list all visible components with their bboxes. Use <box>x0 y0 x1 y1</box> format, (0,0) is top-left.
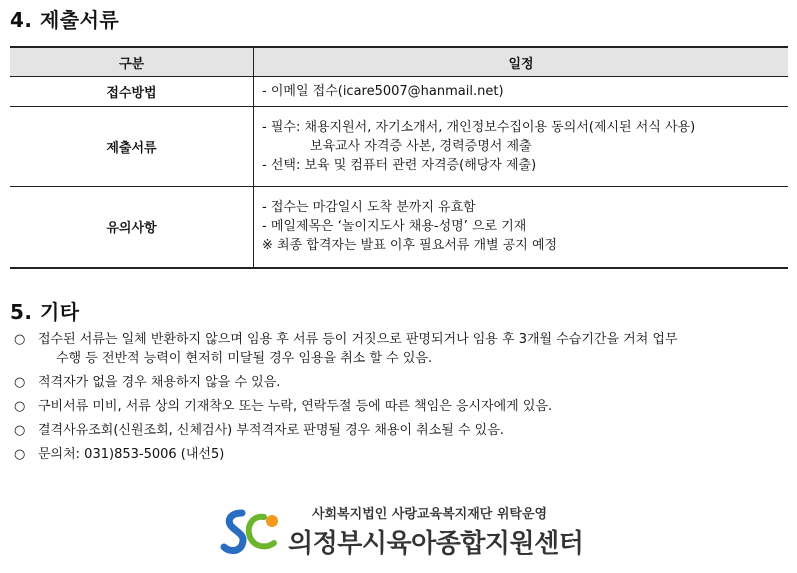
list-item-text: 접수된 서류는 일체 반환하지 않으며 임용 후 서류 등이 거짓으로 판명되거나 임용 후 3개월 수습기간을 거쳐 업무 <box>38 332 678 347</box>
row-content <box>254 107 789 187</box>
logo-subtitle: 사회복지법인 사랑교육복지재단 위탁운영 <box>312 507 548 522</box>
list-item <box>14 373 792 392</box>
row-line: ※ 최종 합격자는 발표 이후 필요서류 개별 공지 예정 <box>262 238 558 254</box>
list-item-text: 결격사유조회(신원조회, 신체검사) 부적격자로 판명될 경우 채용이 취소될 수 있음. <box>38 423 504 438</box>
section-4-title: 4. 제출서류 <box>10 8 120 32</box>
row-category-documents: 제출서류 <box>10 107 254 187</box>
list-item <box>14 445 792 464</box>
list-item <box>14 397 792 416</box>
logo-name: 의정부시육아종합지원센터 <box>288 529 584 559</box>
circle-bullet-icon: ○ <box>14 399 26 414</box>
circle-bullet-icon: ○ <box>14 332 26 347</box>
circle-bullet-icon: ○ <box>14 447 26 462</box>
list-item-text: 구비서류 미비, 서류 상의 기재착오 또는 누락, 연락두절 등에 따른 책임은 응시자에게 있음. <box>38 399 553 414</box>
row-line: 보육교사 자격증 사본, 경력증명서 제출 <box>310 139 532 154</box>
row-line: - 이메일 접수(icare5007@hanmail.net) <box>262 84 504 99</box>
row-content <box>254 77 789 107</box>
list-item-text: 문의처: 031)853-5006 (내선5) <box>38 447 225 462</box>
misc-list <box>14 330 792 469</box>
header-schedule: 일정 <box>254 47 789 77</box>
center-logo-icon <box>220 507 282 559</box>
table-header-row <box>10 47 788 77</box>
row-line: - 필수: 채용지원서, 자기소개서, 개인정보수집이용 동의서(제시된 서식 사용) <box>262 120 696 135</box>
row-line: - 접수는 마감일시 도착 분까지 유효함 <box>262 200 476 216</box>
row-category-notes: 유의사항 <box>10 187 254 268</box>
table-row <box>10 77 788 107</box>
circle-bullet-icon: ○ <box>14 375 26 390</box>
list-item-continuation: 수행 등 전반적 능력이 현저히 미달될 경우 임용을 취소 할 수 있음. <box>56 351 433 366</box>
row-category-method: 접수방법 <box>10 77 254 107</box>
center-logo <box>220 503 610 563</box>
row-line: - 메일제목은 ‘놀이지도사 채용-성명’ 으로 기재 <box>262 219 527 235</box>
list-item <box>14 421 792 440</box>
submission-table <box>10 46 788 269</box>
list-item <box>14 330 792 368</box>
header-category: 구분 <box>10 47 254 77</box>
table-row <box>10 187 788 268</box>
section-5-title: 5. 기타 <box>10 300 80 324</box>
row-content <box>254 187 789 268</box>
table-row <box>10 107 788 187</box>
list-item-text: 적격자가 없을 경우 채용하지 않을 수 있음. <box>38 375 281 390</box>
circle-bullet-icon: ○ <box>14 423 26 438</box>
row-line: - 선택: 보육 및 컴퓨터 관련 자격증(해당자 제출) <box>262 158 537 173</box>
